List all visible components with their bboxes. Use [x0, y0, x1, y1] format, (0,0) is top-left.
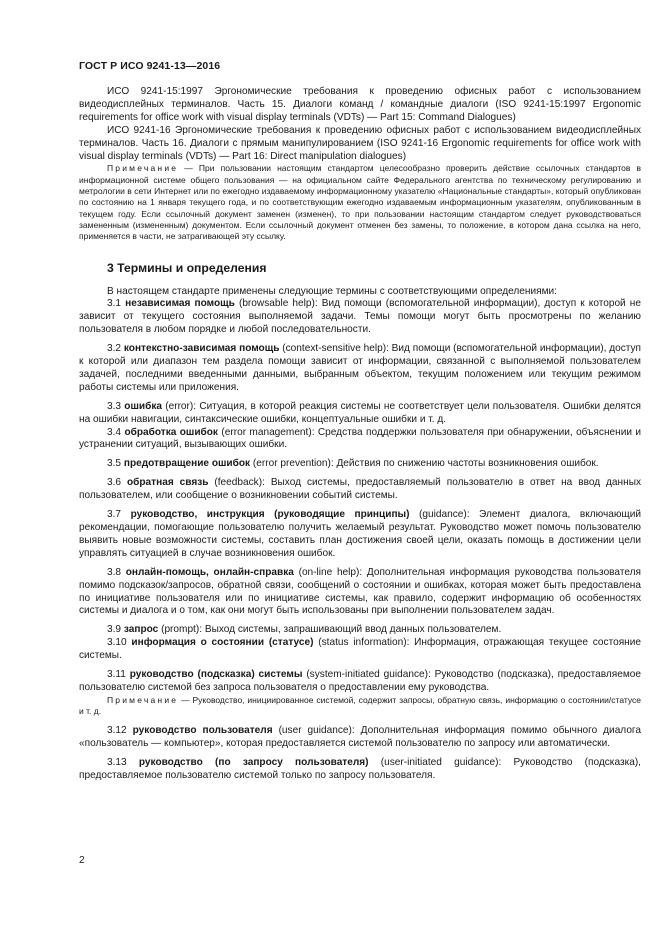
- term-3-5: [79, 458, 641, 471]
- term-3-13: [79, 757, 641, 783]
- term-definition: (prompt): Выход системы, запрашивающий ввод данных пользователем.: [158, 624, 502, 636]
- term-name: запрос: [123, 624, 159, 636]
- term-number: 3.13: [107, 757, 127, 769]
- page-number: 2: [79, 855, 85, 866]
- term-definition: (error management): Средства поддержки пользователя при обнаружении, объяснении и устранении ситуаций, вызывающих ошибки.: [79, 426, 642, 451]
- term-name: онлайн-помощь, онлайн-справка: [125, 566, 294, 578]
- term-name: контекстно-зависимая помощь: [123, 343, 280, 355]
- term-3-8: [79, 567, 641, 619]
- term-number: 3.3: [107, 400, 122, 412]
- term-definition: (feedback): Выход системы, предоставляемый пользователю в ответ на ввод данных пользователем, или сообщение о возникновении событий системы.: [79, 477, 641, 502]
- term-number: 3.8: [107, 566, 122, 578]
- term-3-2: [79, 343, 641, 395]
- term-number: 3.4: [107, 426, 122, 438]
- term-definition: (browsable help): Вид помощи (вспомогательной информации), доступ к которой не зависит от текущего состояния выполняемой задачи. Темы помощи могут быть просмотрены по желанию пользователя в любом порядке и любой последовательности.: [79, 298, 641, 336]
- term-name: независимая помощь: [125, 298, 235, 310]
- note-label: Примечание: [107, 694, 179, 705]
- term-definition: (context-sensitive help): Вид помощи (вспомогательной информации), доступ к которой или диапазон тем раздела помощи зависит от информации, связанной с выполняемой пользователем задачей, последними введенными данными, выбранным объектом, текущим положением или текущим режимом работы системы или приложения.: [79, 343, 642, 393]
- term-number: 3.10: [107, 637, 127, 649]
- term-3-4: [79, 427, 641, 453]
- term-name: руководство (подсказка) системы: [129, 669, 303, 681]
- term-3-12: [79, 725, 641, 751]
- reference-iso-9241-15: ИСО 9241-15:1997 Эргономические требования к проведению офисных работ с использованием видеодисплейных терминалов. Часть 15. Диалоги команд / командные диалоги (ISO 9241-15:1997 Ergonomic requirements for office work with visual display terminals (VDTs) — Part 15: Command Dialogues): [79, 86, 641, 123]
- term-3-3: [79, 401, 641, 427]
- term-definition: (status information): Информация, отражающая текущее состояние системы.: [79, 637, 641, 662]
- term-number: 3.5: [107, 458, 122, 470]
- term-name: обратная связь: [126, 477, 209, 489]
- term-definition: (error prevention): Действия по снижению частоты возникновения ошибок.: [250, 458, 599, 470]
- term-definition: (user guidance): Дополнительная информация помимо обычного диалога «пользователь — компьютер», которая предоставляется системой пользователю по запросу или автоматически.: [79, 725, 641, 750]
- note-label: Примечание: [107, 163, 179, 174]
- document-header: ГОСТ Р ИСО 9241-13—2016: [79, 60, 221, 72]
- section-title: 3 Термины и определения: [107, 260, 267, 275]
- section-intro: В настоящем стандарте применены следующие термины с соответствующими определениями:: [107, 285, 557, 297]
- term-3-1: [79, 298, 641, 337]
- term-definition: (system-initiated guidance): Руководство (подсказка), предоставляемое пользователю системой без запроса пользователя о предоставлении ему руководства.: [79, 669, 642, 693]
- term-3-11: [79, 669, 641, 695]
- term-number: 3.9: [107, 624, 122, 636]
- term-number: 3.11: [107, 669, 126, 681]
- term-number: 3.2: [107, 343, 122, 355]
- term-3-10: [79, 637, 641, 663]
- term-name: ошибка: [124, 400, 162, 412]
- note-text: — Руководство, инициированное системой, содержит запросы, обратную связь, информацию о состоянии/статусе и т. д.: [79, 694, 641, 717]
- term-name: информация о состоянии (статусе): [131, 637, 314, 649]
- page-content: [79, 86, 641, 783]
- term-number: 3.1: [107, 298, 122, 310]
- term-3-7: [79, 509, 641, 561]
- term-number: 3.7: [107, 509, 122, 521]
- term-definition: (guidance): Элемент диалога, включающий рекомендации, помогающие пользователю получить желаемый результат. Руководство может помочь пользователю выявить новые возможности системы, составить план достижения своей цели, оказать помощь в достижении цели управлять ситуацией в случае возникновения ошибок.: [79, 509, 642, 559]
- term-name: руководство пользователя: [132, 725, 273, 737]
- term-3-6: [79, 477, 641, 503]
- term-definition: (user-initiated guidance): Руководство (подсказка), предоставляемое пользователю системой только по запросу пользователя.: [79, 757, 641, 782]
- note-text: — При пользовании настоящим стандартом целесообразно проверить действие ссылочных стандартов в информационной системе общего пользования — на официальном сайте Федерального агентства по техническому регулированию и метрологии в сети Интернет или по ежегодно издаваемому информационному указателю «Национальные стандарты», который опубликован по состоянию на 1 января текущего года, и по соответствующим ежегодно издаваемым информационным указателям, опубликованным в текущем году. Если ссылочный документ заменен (изменен), то при пользовании настоящим стандартом следует руководствоваться замененным (измененным) документом. Если ссылочный документ отменен без замены, то положение, в котором дана ссылка на него, применяется в части, не затрагивающей эту ссылку.: [79, 163, 641, 242]
- term-definition: (error): Ситуация, в которой реакция системы не соответствует цели пользователя. Ошибки делятся на ошибки навигации, синтаксические ошибки, концептуальные ошибки и т. д.: [79, 400, 641, 425]
- term-3-9: [79, 624, 641, 637]
- note-references: [79, 163, 641, 242]
- term-name: обработка ошибок: [124, 426, 218, 438]
- reference-iso-9241-16: ИСО 9241-16 Эргономические требования к проведению офисных работ с использованием видеодисплейных терминалов. Часть 16. Диалоги с прямым манипулированием (ISO 9241-16 Ergonomic requirements for office work with visual display terminals (VDTs) — Part 16: Direct manipulation dialogues): [79, 124, 641, 162]
- term-definition: (on-line help): Дополнительная информация руководства пользователя помимо подсказок/запросов, обратной связи, сообщений о состоянии и ошибках, которая может быть предоставлена по инициативе пользователя или по инициативе системы, как правило, содержит информацию об особенностях системы и диалога и о том, как они могут быть использованы при выполнении пользователем задач.: [79, 566, 641, 617]
- term-name: предотвращение ошибок: [123, 458, 251, 470]
- term-name: руководство (по запросу пользователя): [138, 757, 369, 769]
- term-number: 3.12: [107, 725, 127, 737]
- term-number: 3.6: [107, 477, 122, 489]
- note-system-guidance: [79, 695, 641, 718]
- term-name: руководство, инструкция (руководящие принципы): [130, 509, 410, 521]
